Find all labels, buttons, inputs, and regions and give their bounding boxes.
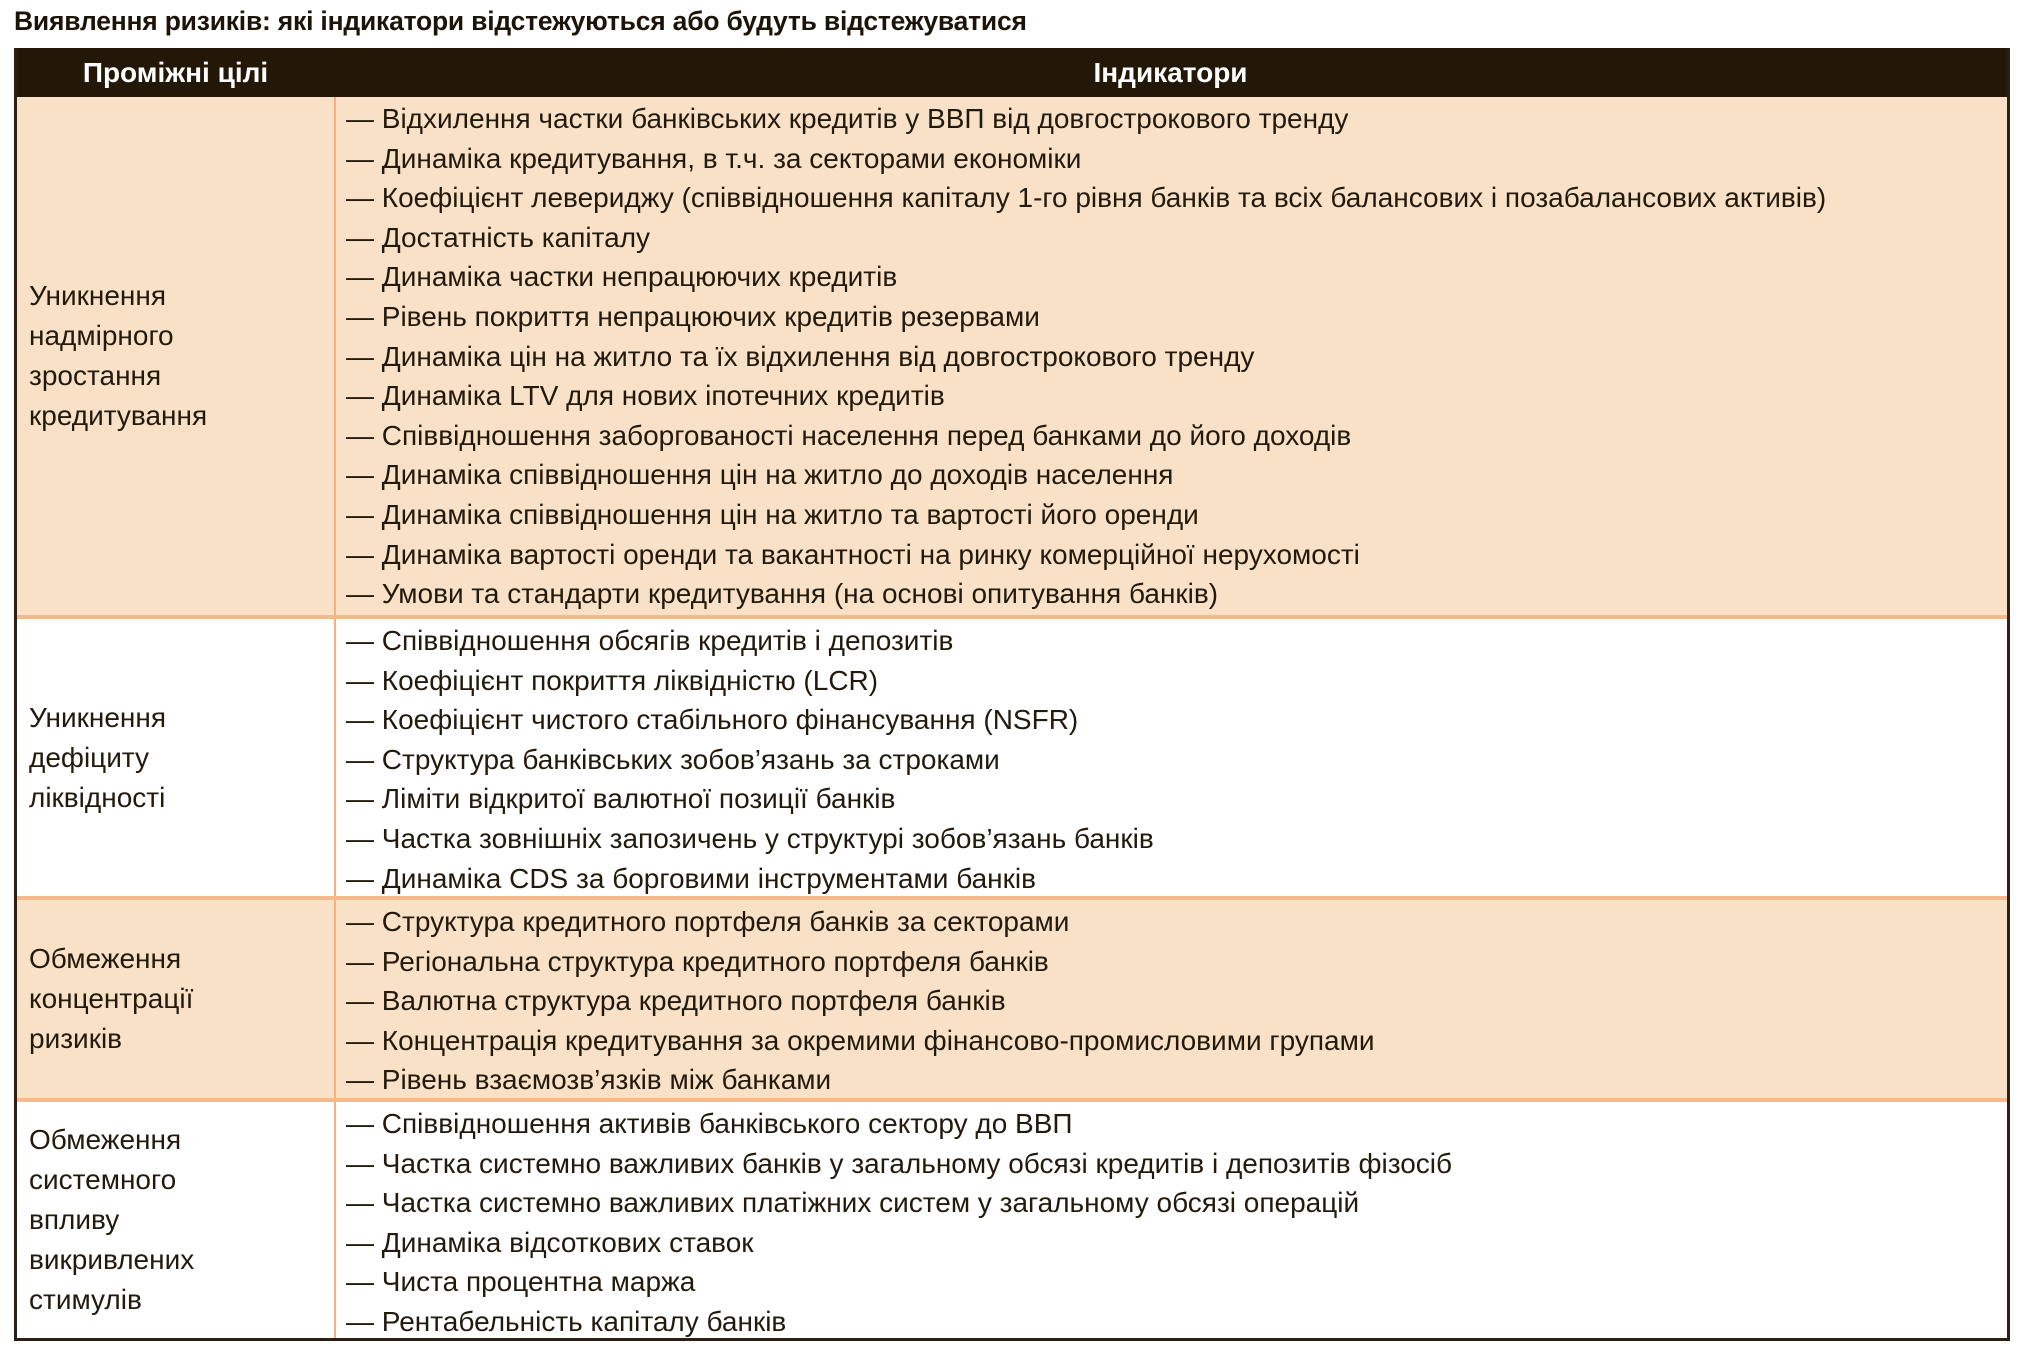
column-header-indicators: Індикатори [1093, 57, 1248, 88]
table-title: Виявлення ризиків: які індикатори відстежуються або будуть відстежуватися [14, 6, 1027, 36]
indicator-item: — Динаміка вартості оренди та вакантності на ринку комерційної нерухомості [346, 538, 1360, 570]
goal-text: Уникнення [29, 280, 167, 311]
indicator-item: — Рентабельність капіталу банків [346, 1305, 787, 1337]
table-row-risk-concentration [17, 896, 2007, 1098]
indicator-item: — Структура банківських зобов’язань за строками [346, 743, 1000, 775]
indicator-item: — Достатність капіталу [346, 221, 651, 253]
goal-text: зростання [29, 360, 162, 391]
table-header [17, 48, 2007, 97]
indicators-table [14, 48, 2010, 1341]
indicator-item: — Динаміка співвідношення цін на житло до доходів населення [346, 459, 1174, 491]
indicators-cell [346, 1104, 2007, 1342]
indicator-item: — Частка системно важливих платіжних систем у загальному обсязі операцій [346, 1187, 1360, 1219]
goal-text: Уникнення [29, 701, 167, 733]
indicator-item: — Концентрація кредитування за окремими фінансово-промисловими групами [346, 1024, 1375, 1056]
indicators-cell [346, 902, 2007, 1100]
goal-text: Обмеження [29, 1124, 182, 1155]
indicator-item: — Динаміка відсоткових ставок [346, 1226, 754, 1258]
indicator-item: — Регіональна структура кредитного портфеля банків [346, 945, 1049, 977]
indicator-item: — Рівень покриття непрацюючих кредитів резервами [346, 300, 1040, 332]
indicators-cell [346, 621, 2007, 898]
indicator-item: — Структура кредитного портфеля банків за секторами [346, 906, 1070, 937]
column-header-goals: Проміжні цілі [82, 57, 269, 88]
goal-text: впливу [29, 1204, 120, 1235]
indicator-item: — Коефіцієнт покриття ліквідністю (LCR) [346, 664, 879, 696]
indicator-item: — Ліміти відкритої валютної позиції банків [346, 783, 896, 815]
goal-text: системного [29, 1164, 177, 1195]
goal-cell [17, 900, 334, 1098]
goal-text: надмірного [29, 320, 174, 351]
indicator-item: — Динаміка частки непрацюючих кредитів [346, 261, 898, 293]
indicator-item: — Коефіцієнт чистого стабільного фінансування (NSFR) [346, 704, 1079, 736]
indicator-item: — Співвідношення заборгованості населення перед банками до його доходів [346, 419, 1352, 451]
table-row-liquidity-shortage [17, 615, 2007, 896]
indicator-item: — Співвідношення обсягів кредитів і депозитів [346, 625, 954, 656]
column-divider [334, 619, 336, 896]
indicator-item: — Умови та стандарти кредитування (на основі опитування банків) [346, 578, 1219, 610]
goal-cell [17, 619, 334, 896]
indicator-item: — Динаміка співвідношення цін на житло та вартості його оренди [346, 498, 1199, 530]
column-divider [334, 97, 336, 615]
indicator-item: — Валютна структура кредитного портфеля банків [346, 985, 1006, 1017]
indicator-item: — Співвідношення активів банківського сектору до ВВП [346, 1108, 1073, 1139]
goal-text: дефіциту [29, 741, 149, 773]
goal-text: Обмеження [29, 943, 182, 974]
indicator-item: — Відхилення частки банківських кредитів у ВВП від довгострокового тренду [346, 103, 1349, 134]
table-row-excessive-credit-growth [17, 97, 2007, 615]
goal-text: ризиків [29, 1023, 123, 1054]
indicator-item: — Динаміка LTV для нових іпотечних кредитів [346, 380, 945, 412]
indicator-item: — Частка системно важливих банків у загальному обсязі кредитів і депозитів фізосіб [346, 1147, 1453, 1179]
goal-cell [17, 1102, 334, 1338]
indicator-item: — Чиста процентна маржа [346, 1266, 696, 1298]
indicator-item: — Коефіцієнт левериджу (співвідношення капіталу 1-го рівня банків та всіх балансових і позабалансових активів) [346, 182, 1827, 214]
indicator-item: — Динаміка цін на житло та їх відхилення від довгострокового тренду [346, 340, 1255, 372]
indicator-item: — Частка зовнішніх запозичень у структурі зобов’язань банків [346, 822, 1154, 854]
column-divider [334, 1102, 336, 1338]
goal-text: викривлених [29, 1244, 195, 1275]
goal-text: концентрації [29, 983, 194, 1014]
indicator-item: — Динаміка CDS за борговими інструментами банків [346, 862, 1036, 894]
column-divider [334, 900, 336, 1098]
table-row-systemic-incentives [17, 1098, 2007, 1338]
indicators-cell [346, 99, 2007, 614]
goal-cell [17, 97, 334, 615]
goal-text: кредитування [29, 400, 208, 431]
indicator-item: — Рівень взаємозв’язків між банками [346, 1064, 832, 1096]
goal-text: ліквідності [29, 781, 166, 813]
indicator-item: — Динаміка кредитування, в т.ч. за секторами економіки [346, 142, 1082, 174]
goal-text: стимулів [29, 1284, 142, 1315]
